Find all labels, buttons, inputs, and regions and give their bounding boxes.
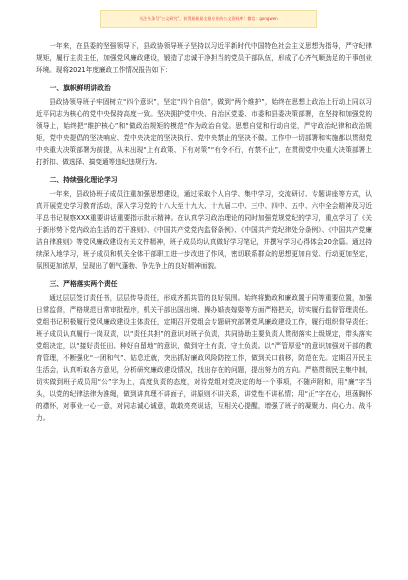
section-heading-1: 一、旗帜鲜明讲政治: [49, 84, 111, 92]
section-heading-2: 二、持续强化理论学习: [49, 176, 118, 184]
banner-text: 关注头条号“公文研究”，获得最新最全最专业的公文资料库！微信：gongwen: [139, 16, 278, 21]
section-1-paragraph: 县政协领导班子牢固树立“四个意识”，坚定“四个自信”，做到“两个维护”，始终在思想上政治上行动上同以习近平同志为核心的党中央保持高度一致。坚决拥护党中央、自治区党委、市委和县委决策部署，在坚持和加强党的领导上，始终把“维护核心”和“做政治规矩的模范”作为政治自觉。思想自觉和行动自觉，严守政治纪律和政治规矩，党中央提倡的坚决响应、党中央决定的坚决执行、党中央禁止的坚决不做。工作中一切部署和实施都以贯彻党中央重大决策部署为前提，从未出现“上有政策、下有对策”“有令不行，有禁不止”，在贯彻党中央重大决策部署上打折扣、做选择、搞变通等违纪违规行为。: [36, 98, 372, 166]
section-3-paragraph: 通过层层签订责任书，层层传导责任，形成齐抓共管的良好氛围。始终将勤政和廉政置于同等重要位置，加强日常监督，严格规范日常审批程序，机关干部出国出境、操办婚丧嫁娶等方面严格把关，切实履行监督管理责任。党组书记积极履行党风廉政建设主体责任，定期召开党组会专题研究部署党风廉政建设工作，履行组织督导责任；班子成员认真履行一岗双责，以“责任共担”的意识对班子负责，共同协助主要负责人贯彻落实上级规定，带头落实党组决定，以“接好责任田、种好自留地”的意识，做到守土有责、守土负责。以“严管厚爱”的意识加强对干部的教育管理，不断强化“一团和气”、姑息迁就，突出抓好廉政风险防控工作，做到关口前移，防范在先。定期召开民主生活会，认真听取各方意见，分析研究廉政建设情况，找出存在的问题，提出努力的方向。严格贯彻民主集中制，切实做到班子成员用“公”字为上，高度负责的态度，对待党组对党决定的每一个事项，不随声附和，用“廉”字当头，以党的纪律法律为准绳，做到讲真理不讲面子，讲原则不讲关系，讲党性不讲私情；用“正”字在心，坦荡胸怀的襟怀，对事业一心一意，对同志诚心诚意，敢敢亮亮说话，互相关心提醒，增强了班子的凝聚力、向心力、战斗力。: [36, 294, 372, 422]
intro-paragraph: 一年来，在县委的坚强领导下，县政协领导班子坚持以习近平新时代中国特色社会主义思想为指导，严守纪律规矩，履行主责主任，加强党风廉政建设，锻造了忠诚干净担当的党员干部队伍，形成了心齐气顺劲足的干事创业环境。现将2021年度廉政工作情况报告如下：: [36, 42, 372, 74]
document-body: [36, 40, 372, 424]
section-2-paragraph: 一年来，县政协班子成员注重加强思想建设，通过采取个人自学、集中学习，交流研讨、专题讲座等方式，认真开展党史学习教育活动，深入学习党的十八大至十九大、十九届二中、三中、四中、五中、六中全会精神及习近平总书记视察XXX重要讲话重要指示批示精神。在认真学习政治理论的同时加强党规党纪的学习，重点学习了《关于新形势下党内政治生活的若干准则》、《中国共产党党内监督条例》、《中国共产党纪律处分条例》、《中国共产党廉洁自律准则》等党风廉政建设有关文件精神，班子成员均认真做好学习笔记，并撰写学习心得体会20余篇。通过持续深入地学习，班子成员和机关全体干部职工进一步改进了作风，密切联系群众的思想更加自觉、行动更加坚定，氛围更加浓厚，呈现出了朝气蓬勃、争先争上的良好精神面貌。: [36, 190, 372, 270]
header-banner: [100, 10, 317, 28]
section-heading-3: 三、严格落实两个责任: [49, 280, 118, 288]
